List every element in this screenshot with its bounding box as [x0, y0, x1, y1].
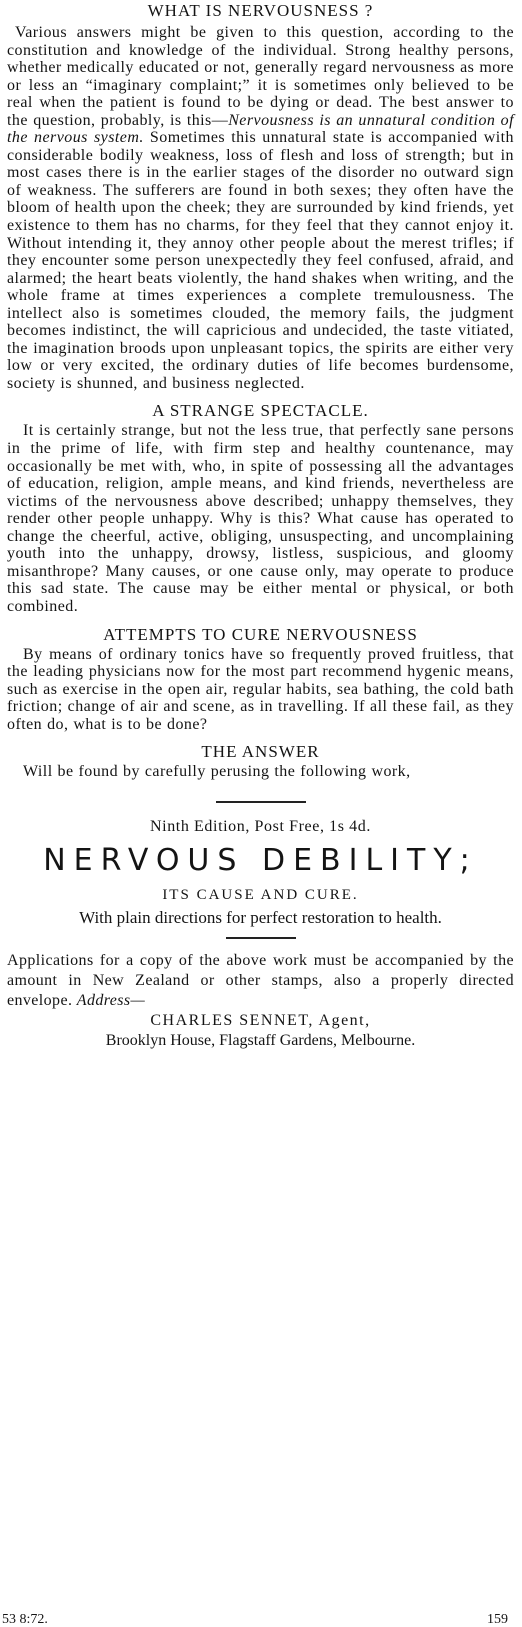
- divider-rule: [216, 801, 306, 803]
- heading-attempts-to-cure: ATTEMPTS TO CURE NERVOUSNESS: [103, 624, 418, 644]
- footer-number: 159: [487, 1612, 508, 1627]
- agent-name: CHARLES SENNET, Agent,: [150, 1011, 371, 1029]
- agent-address: Brooklyn House, Flagstaff Gardens, Melbourne.: [105, 1031, 416, 1049]
- ordering-instructions: [7, 951, 514, 1011]
- book-subtitle: ITS CAUSE AND CURE.: [162, 886, 359, 903]
- heading-the-answer: THE ANSWER: [201, 742, 320, 762]
- paragraph-rest-text: Sometimes this unnatural state is accompanied with considerable bodily weakness, loss of flesh and loss of strength; but in most cases there is in the earlier stages of the disorder no outward sign of weakness. The sufferers are found in both sexes; they often have the bloom of health upon the cheek; they are surrounded by kind friends, yet existence to them has no charms, for they feel that they cannot enjoy it. Without intending it, they annoy other people about the merest trifles; if they encounter some person unexpectedly they feel confused, afraid, and alarmed; the heart beats violently, the hand shakes when writing, and the whole frame at times experiences a complete tremulousness. The intellect also is sometimes clouded, the memory fails, the judgment becomes indistinct, the will capricious and undecided, the taste vitiated, the imagination broods upon unpleasant topics, the spirits are either very low or very excited, the ordinary duties of life becomes burdensome, society is shunned, and business neglected.: [7, 129, 514, 392]
- paragraph-the-answer: Will be found by carefully perusing the following work,: [23, 763, 411, 781]
- heading-strange-spectacle: A STRANGE SPECTACLE.: [152, 401, 369, 421]
- edition-line: Ninth Edition, Post Free, 1s 4d.: [150, 817, 371, 835]
- paragraph-lead-text: Various answers might be given to this question, according to the constitution and knowledge of the individual. Strong healthy persons, whether medically educated or not, generally regard nervousness as more or less an “imaginary complaint;” it is sometimes only believed to be real when the patient is found to be dying or dead. The best answer to the question, probably, is this—: [7, 24, 514, 129]
- divider-rule-short: [226, 937, 296, 939]
- paragraph-what-is-nervousness: [7, 24, 514, 392]
- paragraph-attempts-to-cure: By means of ordinary tonics have so frequently proved fruitless, that the leading physicians now for the most part recommend hygenic means, such as exercise in the open air, regular habits, sea bathing, the cold bath friction; change of air and scene, as in travelling. If all these fail, as they often do, what is to be done?: [7, 645, 514, 733]
- ordering-text: Applications for a copy of the above work must be accompanied by the amount in New Zealand or other stamps, also a properly directed envelope.: [7, 951, 514, 1009]
- book-title: NERVOUS DEBILITY;: [43, 842, 478, 878]
- footer-code: 53 8:72.: [2, 1612, 48, 1627]
- heading-what-is-nervousness: WHAT IS NERVOUSNESS ?: [147, 1, 374, 20]
- footer: [0, 1613, 522, 1627]
- italic-definition: Nervousness is an unnatural condition of the nervous system.: [7, 111, 514, 147]
- address-label: Address—: [76, 991, 146, 1009]
- paragraph-strange-spectacle: It is certainly strange, but not the less true, that perfectly sane persons in the prime of life, with firm step and healthy countenance, may occasionally be met with, who, in spite of possessing all the advantages of education, religion, ample means, and kind friends, nevertheless are victims of the nervousness above described; unhappy themselves, they render other people unhappy. Why is this? What cause has operated to change the cheerful, active, obliging, unsuspecting, and uncomplaining youth into the unhappy, drowsy, listless, suspicious, and gloomy misanthrope? Many causes, or one cause only, may operate to produce this sad state. The cause may be either mental or physical, or both combined.: [7, 422, 514, 615]
- book-strapline: With plain directions for perfect restoration to health.: [79, 907, 442, 927]
